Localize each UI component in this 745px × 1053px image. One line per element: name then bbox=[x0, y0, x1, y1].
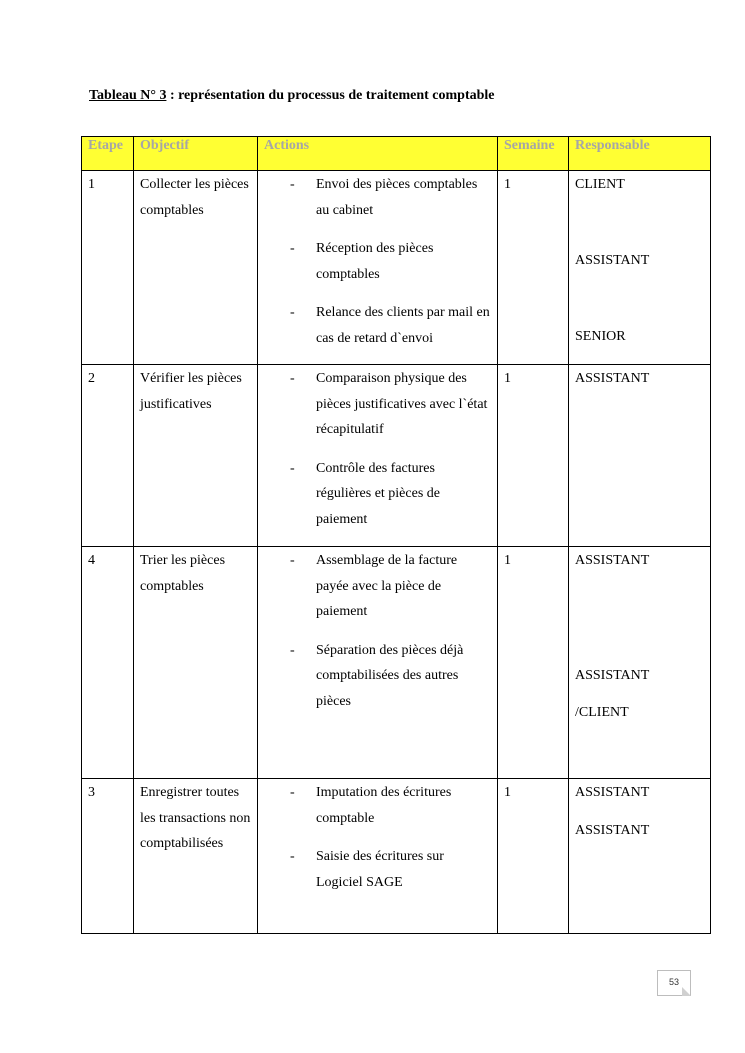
cell-responsable bbox=[569, 547, 711, 779]
header-semaine: Semaine bbox=[498, 137, 569, 171]
caption-text: : représentation du processus de traitement comptable bbox=[166, 88, 495, 103]
responsable-line: ASSISTANT bbox=[575, 371, 650, 386]
cell-etape: 2 bbox=[82, 365, 134, 547]
responsable-line: CLIENT bbox=[575, 177, 625, 192]
process-table bbox=[81, 136, 711, 934]
cell-etape: 1 bbox=[82, 171, 134, 365]
action-item: - Comparaison physique des pièces justificatives avec l`état récapitulatif bbox=[290, 366, 491, 443]
cell-objectif: Trier les pièces comptables bbox=[134, 547, 258, 779]
cell-etape: 3 bbox=[82, 779, 134, 934]
responsable-line: SENIOR bbox=[575, 329, 626, 344]
cell-actions bbox=[258, 171, 498, 365]
action-item: - Réception des pièces comptables bbox=[290, 236, 491, 287]
responsable-line: ASSISTANT bbox=[575, 667, 650, 683]
table-row bbox=[82, 779, 711, 934]
cell-semaine: 1 bbox=[498, 779, 569, 934]
table-caption bbox=[89, 88, 495, 104]
cell-actions bbox=[258, 547, 498, 779]
cell-responsable bbox=[569, 171, 711, 365]
header-etape: Etape bbox=[82, 137, 134, 171]
cell-semaine: 1 bbox=[498, 547, 569, 779]
responsable-line: ASSISTANT bbox=[575, 785, 650, 800]
table-header-row bbox=[82, 137, 711, 171]
cell-actions bbox=[258, 365, 498, 547]
action-item: - Relance des clients par mail en cas de retard d`envoi bbox=[290, 300, 491, 351]
action-item: - Imputation des écritures comptable bbox=[290, 780, 491, 831]
cell-responsable bbox=[569, 779, 711, 934]
cell-objectif: Enregistrer toutes les transactions non comptabilisées bbox=[134, 779, 258, 934]
header-responsable: Responsable bbox=[569, 137, 711, 171]
page-number-box bbox=[657, 970, 691, 996]
action-item: - Envoi des pièces comptables au cabinet bbox=[290, 172, 491, 223]
caption-label: Tableau N° 3 bbox=[89, 88, 167, 103]
cell-semaine: 1 bbox=[498, 365, 569, 547]
action-item: - Saisie des écritures sur Logiciel SAGE bbox=[290, 844, 491, 895]
cell-responsable bbox=[569, 365, 711, 547]
action-item: - Assemblage de la facture payée avec la pièce de paiement bbox=[290, 548, 491, 625]
responsable-line: ASSISTANT bbox=[575, 553, 650, 568]
page-fold-icon bbox=[682, 987, 691, 996]
header-objectif: Objectif bbox=[134, 137, 258, 171]
table-row bbox=[82, 365, 711, 547]
cell-objectif: Vérifier les pièces justificatives bbox=[134, 365, 258, 547]
cell-etape: 4 bbox=[82, 547, 134, 779]
responsable-line: ASSISTANT bbox=[575, 252, 650, 268]
table-row bbox=[82, 171, 711, 365]
cell-semaine: 1 bbox=[498, 171, 569, 365]
page-number: 53 bbox=[668, 977, 679, 987]
responsable-line: ASSISTANT bbox=[575, 822, 650, 838]
responsable-line: /CLIENT bbox=[575, 705, 629, 720]
cell-actions bbox=[258, 779, 498, 934]
table-row bbox=[82, 547, 711, 779]
cell-objectif: Collecter les pièces comptables bbox=[134, 171, 258, 365]
action-item: - Séparation des pièces déjà comptabilisées des autres pièces bbox=[290, 638, 491, 715]
action-item: - Contrôle des factures régulières et pièces de paiement bbox=[290, 456, 491, 533]
header-actions: Actions bbox=[258, 137, 498, 171]
